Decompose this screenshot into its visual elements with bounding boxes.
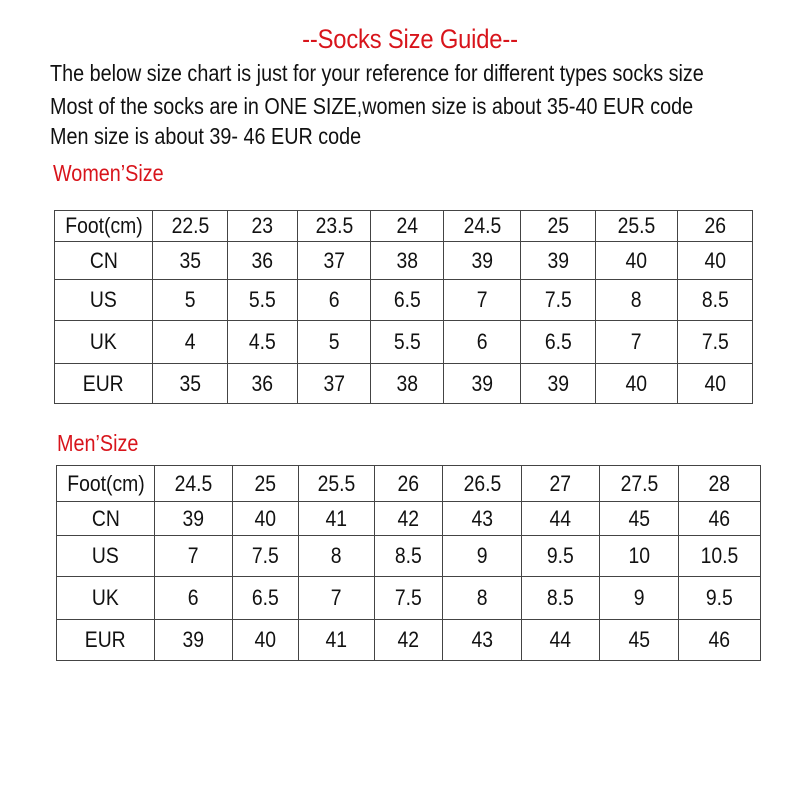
table-cell: 39 [155,620,233,661]
table-cell: 8 [299,536,375,577]
table-cell: 23.5 [298,211,371,242]
table-cell: 10 [600,536,679,577]
table-cell: 8.5 [375,536,443,577]
table-cell: 5 [298,321,371,364]
table-cell: 6 [298,280,371,321]
row-label-eur: EUR [57,620,155,661]
table-cell: 7 [155,536,233,577]
table-cell: 6.5 [371,280,444,321]
table-cell: 9.5 [522,536,600,577]
table-cell: 44 [522,620,600,661]
table-cell: 40 [678,242,753,280]
women-size-table [54,210,753,404]
table-cell: 6.5 [521,321,596,364]
table-cell: 39 [521,364,596,404]
table-cell: 40 [678,364,753,404]
table-row [55,280,753,321]
table-row [55,364,753,404]
intro-line-3: Men size is about 39- 46 EUR code [50,123,362,149]
table-cell: 36 [228,242,298,280]
table-cell: 4 [153,321,228,364]
intro-line-1: The below size chart is just for your reference for different types socks size [50,60,704,86]
table-cell: 10.5 [679,536,761,577]
table-cell: 40 [596,364,678,404]
table-cell: 24.5 [444,211,521,242]
row-label-us: US [55,280,153,321]
table-cell: 39 [444,364,521,404]
table-cell: 41 [299,620,375,661]
row-label-cn: CN [57,502,155,536]
table-cell: 44 [522,502,600,536]
row-label-uk: UK [55,321,153,364]
table-cell: 43 [443,502,522,536]
table-cell: 9.5 [679,577,761,620]
table-cell: 27 [522,466,600,502]
row-label-foot: Foot(cm) [57,466,155,502]
table-cell: 23 [228,211,298,242]
table-cell: 8 [443,577,522,620]
table-cell: 4.5 [228,321,298,364]
table-cell: 37 [298,364,371,404]
table-cell: 25.5 [299,466,375,502]
table-cell: 7 [444,280,521,321]
table-cell: 45 [600,502,679,536]
table-cell: 39 [444,242,521,280]
table-cell: 41 [299,502,375,536]
table-cell: 24 [371,211,444,242]
table-cell: 38 [371,242,444,280]
table-cell: 37 [298,242,371,280]
table-cell: 7.5 [375,577,443,620]
table-cell: 5.5 [371,321,444,364]
row-label-us: US [57,536,155,577]
table-row [55,211,753,242]
table-cell: 35 [153,242,228,280]
table-cell: 7.5 [521,280,596,321]
table-cell: 6 [155,577,233,620]
table-cell: 7 [596,321,678,364]
table-cell: 40 [233,620,299,661]
table-cell: 25.5 [596,211,678,242]
row-label-eur: EUR [55,364,153,404]
table-cell: 35 [153,364,228,404]
row-label-uk: UK [57,577,155,620]
page-title: --Socks Size Guide-- [302,24,518,54]
men-size-table [56,465,761,661]
table-cell: 6 [444,321,521,364]
table-cell: 26.5 [443,466,522,502]
table-cell: 7.5 [678,321,753,364]
men-size-heading: Men’Size [57,430,139,456]
table-row [57,466,761,502]
table-cell: 40 [596,242,678,280]
table-cell: 8.5 [678,280,753,321]
table-cell: 7 [299,577,375,620]
table-cell: 25 [233,466,299,502]
table-cell: 36 [228,364,298,404]
table-cell: 9 [443,536,522,577]
table-cell: 22.5 [153,211,228,242]
table-cell: 9 [600,577,679,620]
table-cell: 27.5 [600,466,679,502]
table-cell: 26 [375,466,443,502]
table-cell: 7.5 [233,536,299,577]
table-row [57,536,761,577]
table-cell: 43 [443,620,522,661]
table-row [55,321,753,364]
table-cell: 46 [679,620,761,661]
table-cell: 5.5 [228,280,298,321]
table-cell: 45 [600,620,679,661]
table-cell: 28 [679,466,761,502]
table-cell: 42 [375,502,443,536]
table-cell: 8 [596,280,678,321]
row-label-cn: CN [55,242,153,280]
row-label-foot: Foot(cm) [55,211,153,242]
table-row [55,242,753,280]
table-cell: 8.5 [522,577,600,620]
table-row [57,502,761,536]
table-cell: 25 [521,211,596,242]
table-cell: 5 [153,280,228,321]
table-cell: 39 [521,242,596,280]
table-cell: 46 [679,502,761,536]
table-cell: 39 [155,502,233,536]
table-cell: 6.5 [233,577,299,620]
table-cell: 38 [371,364,444,404]
women-size-heading: Women’Size [53,160,164,186]
table-row [57,577,761,620]
table-cell: 24.5 [155,466,233,502]
table-row [57,620,761,661]
table-cell: 42 [375,620,443,661]
intro-line-2: Most of the socks are in ONE SIZE,women size is about 35-40 EUR code [50,93,694,119]
table-cell: 40 [233,502,299,536]
table-cell: 26 [678,211,753,242]
